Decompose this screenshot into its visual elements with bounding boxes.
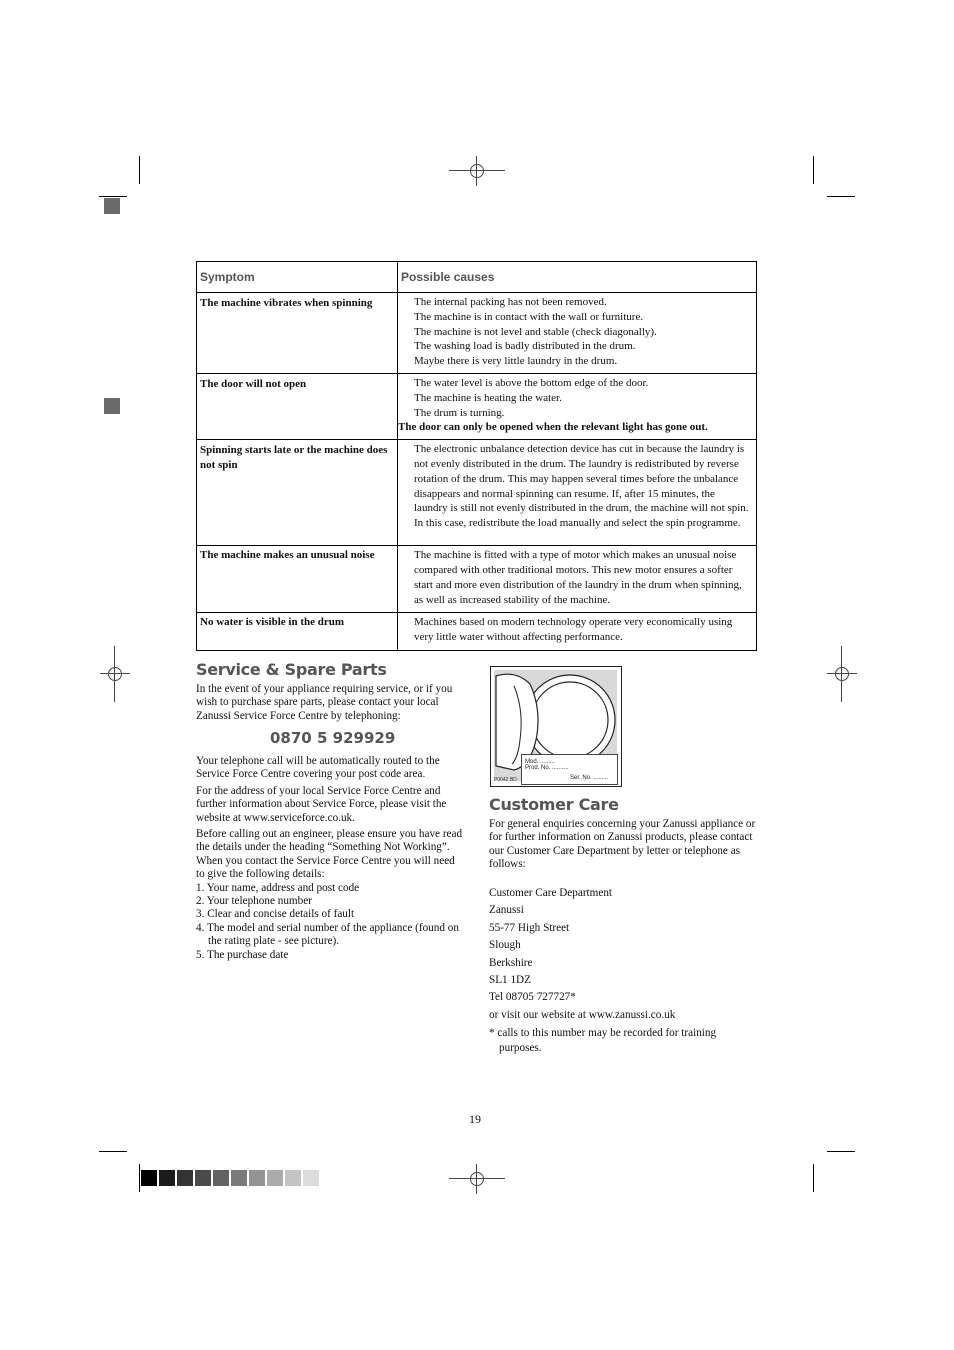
crop-mark (99, 1151, 127, 1152)
causes-cell (398, 373, 757, 439)
symptom-cell: The door will not open (197, 373, 398, 439)
crop-mark (813, 156, 814, 184)
registration-mark (827, 646, 857, 702)
cause-line: The internal packing has not been removed. (414, 296, 607, 308)
color-swatch (195, 1170, 211, 1186)
list-item: 1. Your name, address and post code (196, 881, 360, 894)
crop-mark (139, 156, 140, 184)
rating-plate-label (521, 754, 618, 785)
symptom-cell: Spinning starts late or the machine does not spin (197, 440, 398, 546)
registration-mark (100, 646, 130, 702)
service-phone-number: 0870 5 929929 (270, 729, 396, 747)
rating-plate-code: P0042 BD (494, 777, 517, 783)
color-swatch (177, 1170, 193, 1186)
cause-line: The machine is not level and stable (check diagonally). (414, 325, 657, 338)
causes-cell (398, 293, 757, 374)
table-row (197, 373, 757, 439)
address-line: Customer Care Department (489, 887, 613, 899)
service-before-calling-text: Before calling out an engineer, please ensure you have read the details under the heading “Something Not Working”. (196, 828, 463, 854)
crop-mark (99, 196, 127, 197)
table-row (197, 440, 757, 546)
registration-mark (449, 156, 505, 186)
color-swatch (249, 1170, 265, 1186)
service-intro: In the event of your appliance requiring service, or if you wish to purchase spare parts, please contact your local Zanussi Service Force Centre by telephoning: (196, 683, 453, 722)
registration-mark (449, 1164, 505, 1194)
address-line: Berkshire (489, 956, 533, 969)
crop-mark (139, 1164, 140, 1192)
section-marker (104, 398, 120, 414)
address-line: Slough (489, 939, 521, 952)
table-header-row (197, 262, 757, 293)
list-item: 5. The purchase date (196, 948, 289, 961)
address-line: 55-77 High Street (489, 921, 570, 934)
serial-number-label: Ser. No. ......... (570, 775, 609, 781)
address-line: SL1 1DZ (489, 973, 531, 986)
causes-header: Possible causes (398, 262, 757, 293)
service-routing-text: Your telephone call will be automatically routed to the Service Force Centre covering your post code area. (196, 755, 440, 781)
symptom-header: Symptom (197, 262, 398, 293)
cause-line: The machine is heating the water. (414, 391, 562, 404)
customer-care-footnote: * calls to this number may be recorded for training purposes. (489, 1027, 717, 1054)
address-line: Zanussi (489, 904, 524, 917)
page-number: 19 (469, 1112, 481, 1126)
telephone-line: Tel 08705 727727* (489, 991, 576, 1004)
table-row (197, 546, 757, 613)
causes-cell: Machines based on modern technology operate very economically using very little water without affecting performance. (398, 613, 757, 651)
cause-line: The drum is turning. (414, 406, 505, 419)
website-line: or visit our website at www.zanussi.co.uk (489, 1008, 676, 1021)
list-item: 4. The model and serial number of the appliance (found on the rating plate - see picture). (196, 921, 459, 948)
symptom-cell: The machine vibrates when spinning (197, 293, 398, 374)
product-number-label: Prod. No. .......... (525, 765, 569, 771)
color-swatch (303, 1170, 319, 1186)
color-swatch (213, 1170, 229, 1186)
customer-care-heading: Customer Care (489, 795, 619, 814)
color-swatch (231, 1170, 247, 1186)
causes-cell: The machine is fitted with a type of motor which makes an unusual noise compared with other traditional motors. This new motor ensures a softer start and more even distribution of the laundry in the drum when spinning, as well as increased stability of the machine. (398, 546, 757, 613)
service-heading: Service & Spare Parts (196, 660, 387, 679)
section-marker (104, 198, 120, 214)
service-website-text: For the address of your local Service Force Centre and further information about Service Force, please visit the website at www.serviceforce.co.uk. (196, 784, 447, 824)
crop-mark (813, 1164, 814, 1192)
service-details-text: When you contact the Service Force Centre you will need to give the following details: (196, 854, 455, 881)
crop-mark (827, 1151, 855, 1152)
symptom-cell: The machine makes an unusual noise (197, 546, 398, 613)
color-swatch (285, 1170, 301, 1186)
color-swatch (159, 1170, 175, 1186)
model-label: Mod. ......... (525, 759, 556, 765)
cause-line: Maybe there is very little laundry in the drum. (414, 355, 618, 368)
customer-care-address (489, 887, 761, 1026)
troubleshooting-table (196, 261, 757, 651)
table-row (197, 613, 757, 651)
customer-care-intro: For general enquiries concerning your Zanussi appliance or for further information on Zanussi products, please contact our Customer Care Department by letter or telephone as follows: (489, 818, 756, 871)
list-item: 2. Your telephone number (196, 895, 312, 908)
causes-cell: The electronic unbalance detection device has cut in because the laundry is not evenly distributed in the drum. The laundry is redistributed by reverse rotation of the drum. This may happen several times before the unbalance disappears and normal spinning can resume. If, after 15 minutes, the laundry is still not evenly distributed in the drum, the machine will not spin. In this case, redistribute the load manually and select the spin programme. (398, 440, 757, 546)
cause-line: The washing load is badly distributed in the drum. (414, 340, 636, 353)
service-details-list (196, 882, 464, 962)
table-row (197, 293, 757, 374)
color-swatch (141, 1170, 157, 1186)
door-note: The door can only be opened when the relevant light has gone out. (398, 421, 708, 434)
symptom-cell: No water is visible in the drum (197, 613, 398, 651)
cause-line: The machine is in contact with the wall or furniture. (414, 310, 644, 323)
service-body (196, 755, 464, 962)
list-item: 3. Clear and concise details of fault (196, 908, 355, 921)
cause-line: The water level is above the bottom edge of the door. (414, 376, 649, 389)
crop-mark (827, 196, 855, 197)
color-swatch (267, 1170, 283, 1186)
